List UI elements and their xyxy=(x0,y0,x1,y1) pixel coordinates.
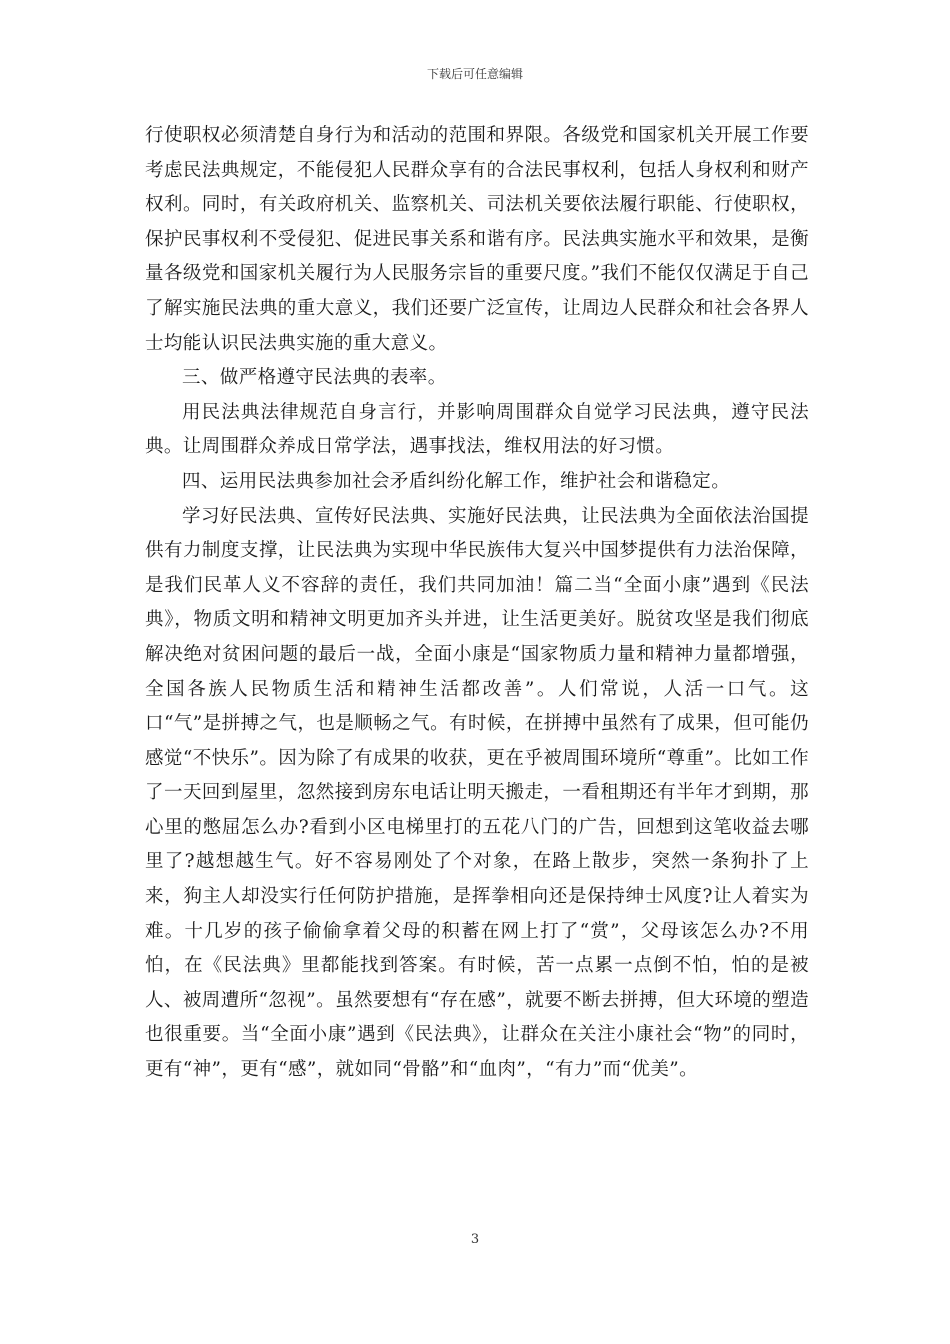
paragraph-continued: 行使职权必须清楚自身行为和活动的范围和界限。各级党和国家机关开展工作要考虑民法典规定，不能侵犯人民群众享有的合法民事权利，包括人身权利和财产权利。同时，有关政府机关、监察机关、司法机关要依法履行职能、行使职权，保护民事权利不受侵犯、促进民事关系和谐有序。民法典实施水平和效果，是衡量各级党和国家机关履行为人民服务宗旨的重要尺度。”我们不能仅仅满足于自己了解实施民法典的重大意义，我们还要广泛宣传，让周边人民群众和社会各界人士均能认识民法典实施的重大意义。 xyxy=(145,125,809,354)
document-body xyxy=(145,119,809,1088)
paragraph-section-three-body: 用民法典法律规范自身言行，并影响周围群众自觉学习民法典，遵守民法典。让周围群众养成日常学法，遇事找法，维权用法的好习惯。 xyxy=(145,401,809,458)
page-number: 3 xyxy=(470,1232,480,1247)
paragraph-section-three-heading: 三、做严格遵守民法典的表率。 xyxy=(182,367,447,389)
paragraph-section-four-heading: 四、运用民法典参加社会矛盾纠纷化解工作，维护社会和谐稳定。 xyxy=(182,470,731,492)
paragraph-section-four-body: 学习好民法典、宣传好民法典、实施好民法典，让民法典为全面依法治国提供有力制度支撑，让民法典为实现中华民族伟大复兴中国梦提供有力法治保障，是我们民革人义不容辞的责任，我们共同加油！篇二当“全面小康”遇到《民法典》，物质文明和精神文明更加齐头并进，让生活更美好。脱贫攻坚是我们彻底解决绝对贫困问题的最后一战，全面小康是“国家物质力量和精神力量都增强，全国各族人民物质生活和精神生活都改善”。人们常说，人活一口气。这口“气”是拼搏之气，也是顺畅之气。有时候，在拼搏中虽然有了成果，但可能仍感觉“不快乐”。因为除了有成果的收获，更在乎被周围环境所“尊重”。比如工作了一天回到屋里，忽然接到房东电话让明天搬走，一看租期还有半年才到期，那心里的憋屈怎么办?看到小区电梯里打的五花八门的广告，回想到这笔收益去哪里了?越想越生气。好不容易刚处了个对象，在路上散步，突然一条狗扑了上来，狗主人却没实行任何防护措施，是挥拳相向还是保持绅士风度?让人着实为难。十几岁的孩子偷偷拿着父母的积蓄在网上打了“赏”，父母该怎么办?不用怕，在《民法典》里都能找到答案。有时候，苦一点累一点倒不怕，怕的是被人、被周遭所“忽视”。虽然要想有“存在感”，就要不断去拼搏，但大环境的塑造也很重要。当“全面小康”遇到《民法典》，让群众在关注小康社会“物”的同时，更有“神”，更有“感”，就如同“骨骼”和“血肉”，“有力”而“优美”。 xyxy=(145,505,809,1081)
page-header: 下载后可任意编辑 xyxy=(426,67,523,81)
